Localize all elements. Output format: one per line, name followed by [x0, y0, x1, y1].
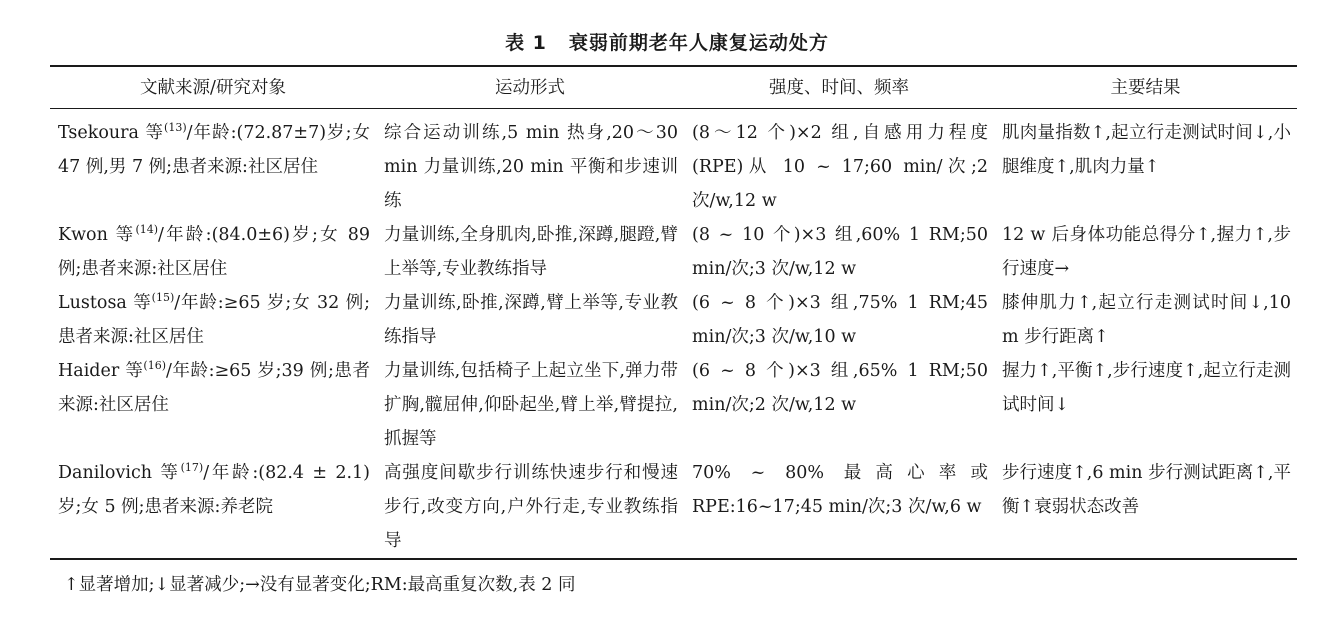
header-intensity: 强度、时间、频率: [769, 77, 909, 98]
source-details: /年龄:(72.87±7)岁;女 47 例,男 7 例;患者来源:社区居住: [58, 123, 370, 177]
table-row: [50, 286, 1297, 354]
source-name: Haider 等: [58, 361, 144, 381]
table-number: 表 1: [505, 32, 547, 54]
reference-number: (15): [151, 291, 175, 304]
cell-intensity: (6 ~ 8 个)×3 组,65% 1 RM;50 min/次;2 次/w,12 w: [692, 361, 988, 415]
source-details: /年龄:≥65 岁;女 32 例;患者来源:社区居住: [58, 293, 370, 347]
source-name: Danilovich 等: [58, 463, 181, 483]
reference-number: (16): [143, 359, 167, 372]
cell-intensity: (8～12 个)×2 组,自感用力程度(RPE)从 10 ~ 17;60 min/次;2 次/w,12 w: [692, 123, 988, 211]
cell-source: [50, 354, 376, 456]
table-row: [50, 456, 1297, 559]
header-form: 运动形式: [495, 77, 565, 98]
table-caption: 衰弱前期老年人康复运动处方: [568, 32, 829, 54]
cell-result: 膝伸肌力↑,起立行走测试时间↓,10 m 步行距离↑: [1002, 293, 1291, 347]
exercise-prescription-table: [50, 65, 1297, 560]
cell-intensity: (8 ~ 10 个)×3 组,60% 1 RM;50 min/次;3 次/w,12 w: [692, 225, 988, 279]
cell-form: 力量训练,包括椅子上起立坐下,弹力带扩胸,髋屈伸,仰卧起坐,臂上举,臂提拉,抓握等: [384, 361, 678, 449]
source-details: /年龄:≥65 岁;39 例;患者来源:社区居住: [58, 361, 370, 415]
cell-form: 力量训练,全身肌肉,卧推,深蹲,腿蹬,臂上举等,专业教练指导: [384, 225, 678, 279]
cell-source: [50, 456, 376, 559]
cell-intensity: (6 ~ 8 个)×3 组,75% 1 RM;45 min/次;3 次/w,10 w: [692, 293, 988, 347]
cell-intensity: 70% ~ 80% 最高心率或 RPE:16~17;45 min/次;3 次/w,6 w: [692, 463, 988, 517]
cell-result: 步行速度↑,6 min 步行测试距离↑,平衡↑衰弱状态改善: [1002, 463, 1291, 517]
cell-result: 握力↑,平衡↑,步行速度↑,起立行走测试时间↓: [1002, 361, 1291, 415]
cell-result: 12 w 后身体功能总得分↑,握力↑,步行速度→: [1002, 225, 1291, 279]
source-name: Tsekoura 等: [58, 123, 165, 143]
reference-number: (13): [164, 121, 187, 134]
reference-number: (17): [180, 461, 204, 474]
cell-form: 力量训练,卧推,深蹲,臂上举等,专业教练指导: [384, 293, 678, 347]
table-header-row: [50, 66, 1297, 109]
source-name: Lustosa 等: [58, 293, 152, 313]
cell-form: 高强度间歇步行训练快速步行和慢速步行,改变方向,户外行走,专业教练指导: [384, 463, 678, 551]
cell-source: [50, 218, 376, 286]
source-details: /年龄:(84.0±6)岁;女 89 例;患者来源:社区居住: [58, 225, 370, 279]
table-title: [0, 28, 1334, 55]
cell-form: 综合运动训练,5 min 热身,20～30 min 力量训练,20 min 平衡和步速训练: [384, 123, 678, 211]
table-row: [50, 354, 1297, 456]
reference-number: (14): [135, 223, 159, 236]
header-source: 文献来源/研究对象: [140, 77, 286, 98]
cell-source: [50, 109, 376, 219]
table-row: [50, 218, 1297, 286]
source-details: /年龄:(82.4 ± 2.1)岁;女 5 例;患者来源:养老院: [58, 463, 370, 517]
source-name: Kwon 等: [58, 225, 136, 245]
cell-result: 肌肉量指数↑,起立行走测试时间↓,小腿维度↑,肌肉力量↑: [1002, 123, 1291, 177]
table-footnote: ↑显著增加;↓显著减少;→没有显著变化;RM:最高重复次数,表 2 同: [64, 575, 576, 595]
header-result: 主要结果: [1110, 77, 1181, 98]
cell-source: [50, 286, 376, 354]
table-row: [50, 109, 1297, 219]
